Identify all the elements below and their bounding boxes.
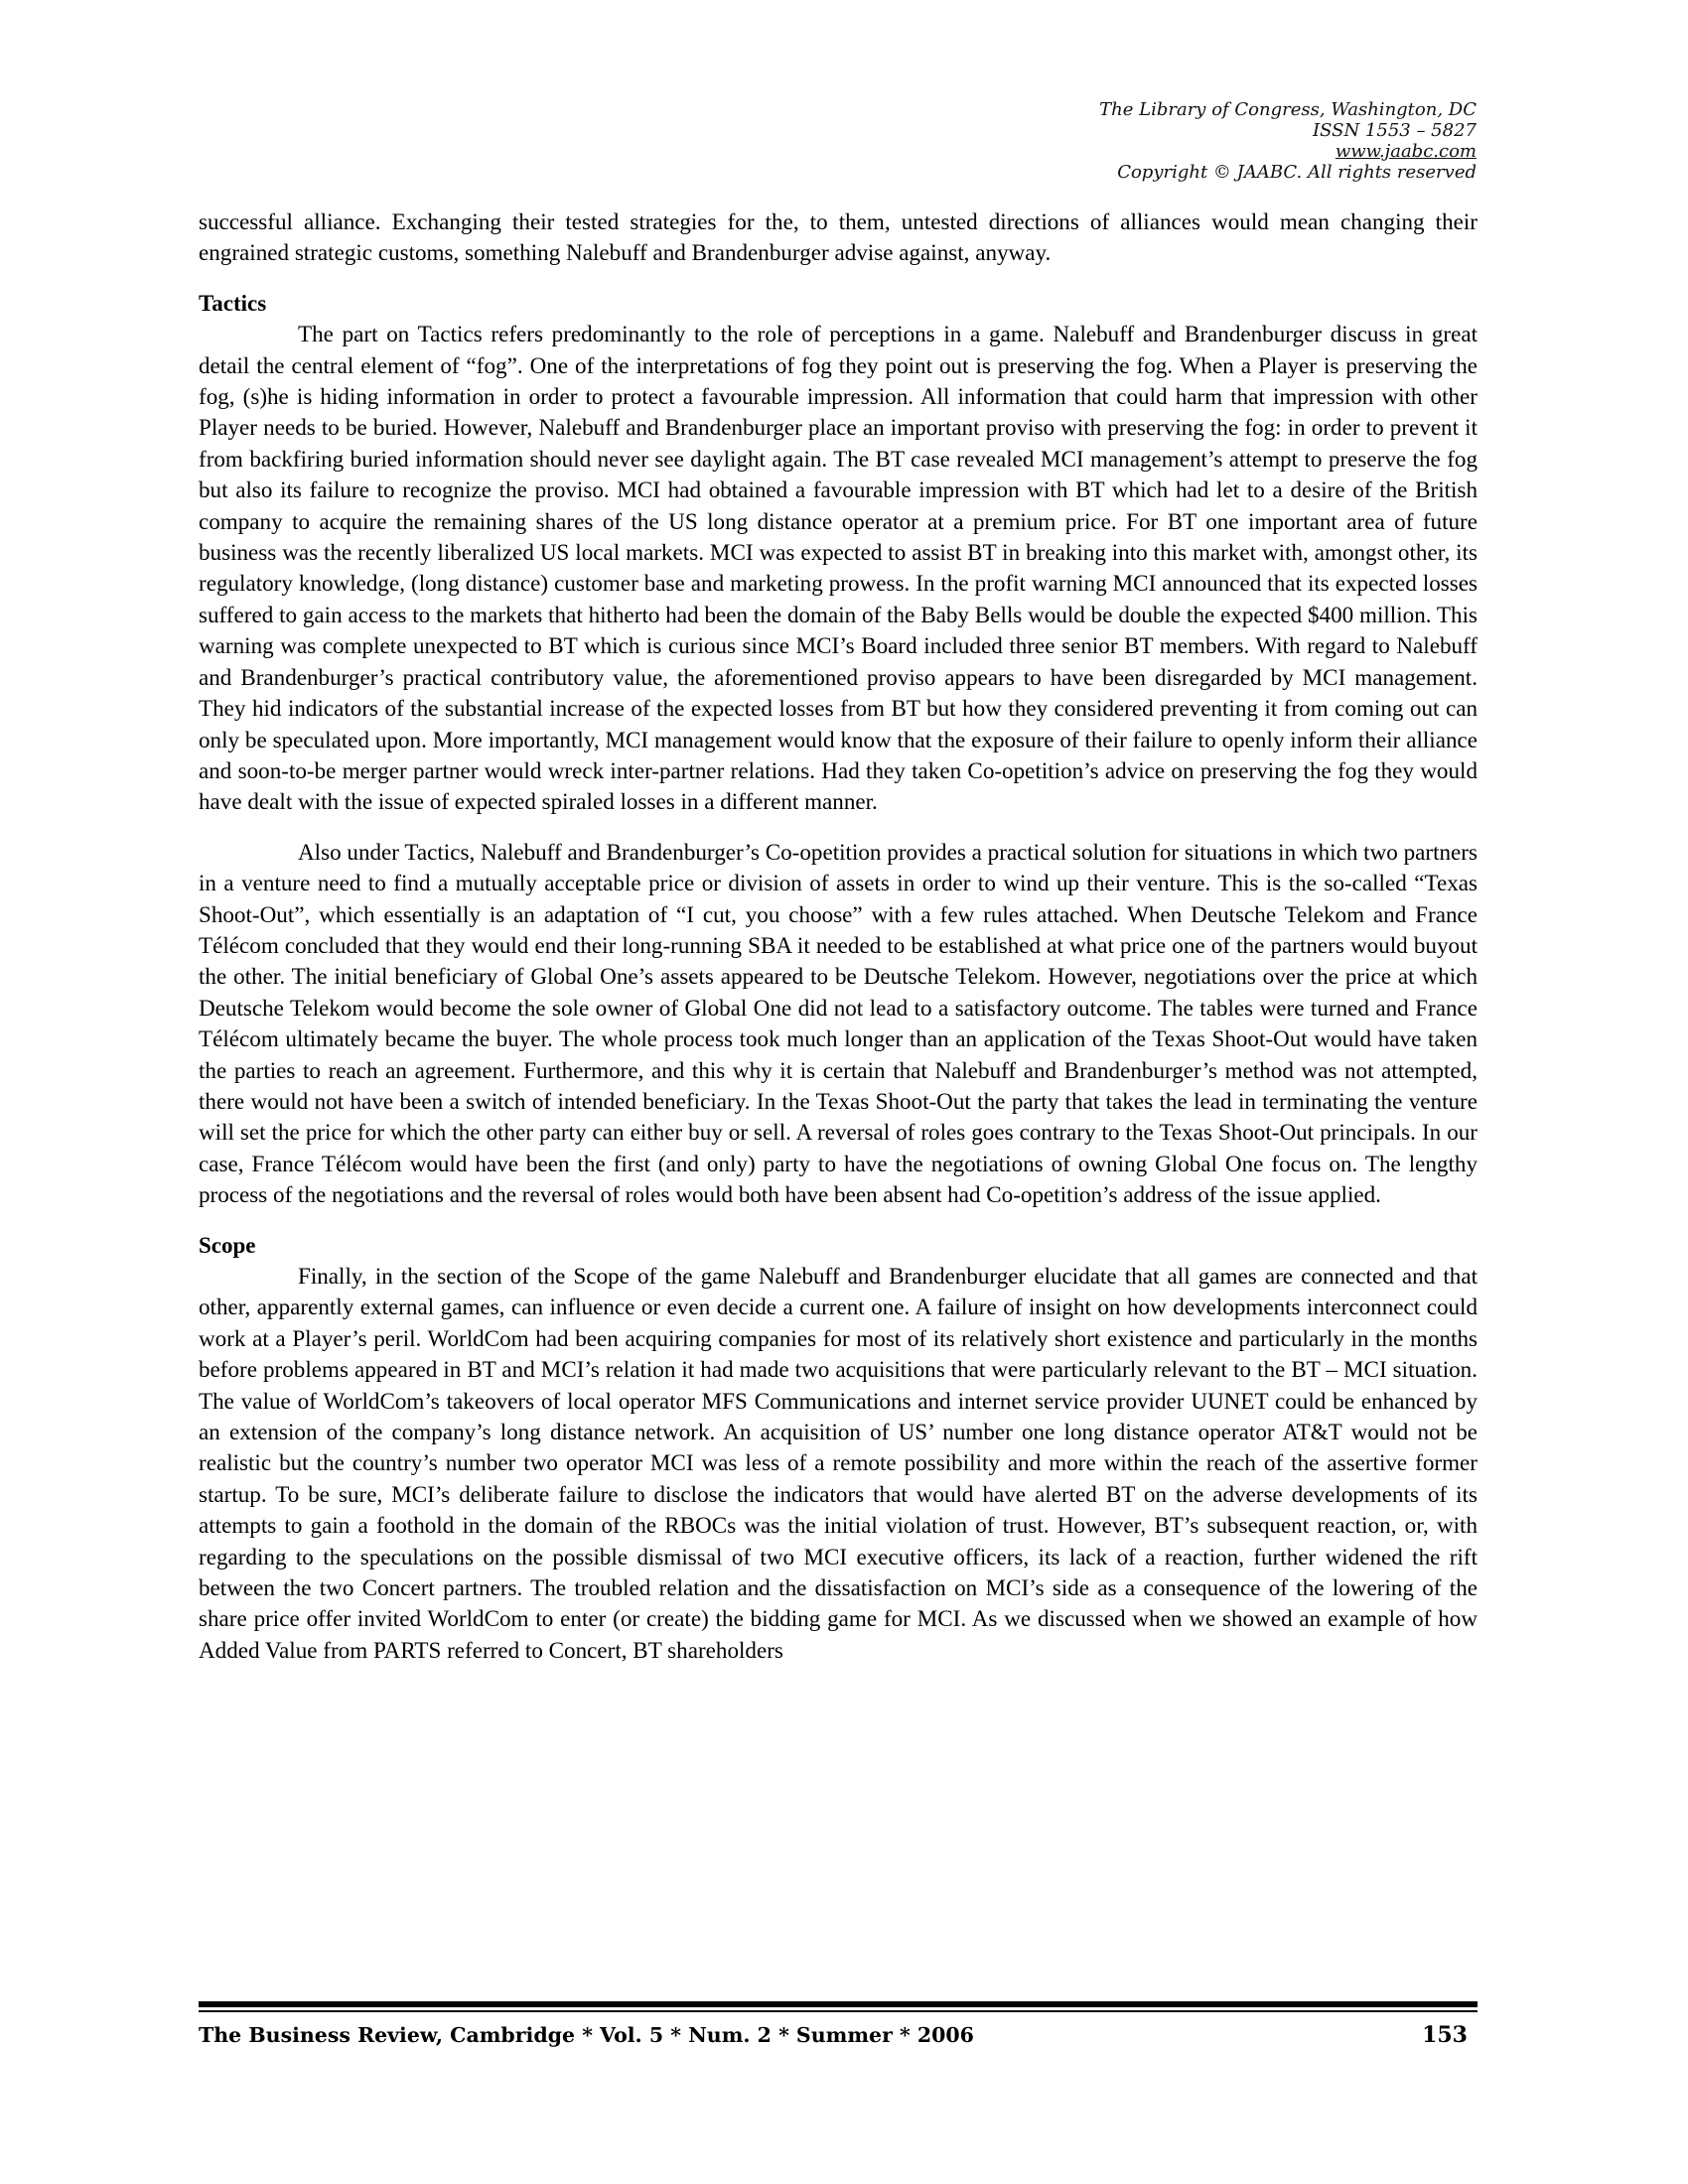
section-heading-tactics: Tactics xyxy=(199,290,267,316)
header-library: The Library of Congress, Washington, DC xyxy=(1099,99,1477,120)
journal-citation: The Business Review, Cambridge * Vol. 5 * Num. 2 * Summer * 2006 xyxy=(199,2023,974,2047)
paragraph-continuation: successful alliance. Exchanging their tested strategies for the, to them, untested directions of alliances would mean changing their engrained strategic customs, something Nalebuff and Brandenburger advise against, anyway. xyxy=(199,208,1477,266)
footer-rule-thin xyxy=(199,2010,1477,2012)
footer-rule-thick xyxy=(199,2001,1477,2007)
header-issn: ISSN 1553 – 5827 xyxy=(1313,120,1477,141)
page-header xyxy=(781,99,1477,183)
section-heading-scope: Scope xyxy=(199,1232,256,1258)
page-footer xyxy=(199,2021,1477,2049)
paragraph-scope: Finally, in the section of the Scope of the game Nalebuff and Brandenburger elucidate that all games are connected and that other, apparently external games, can influence or even decide a current one. A failure of insight on how developments interconnect could work at a Player’s peril. WorldCom had been acquiring companies for most of its relatively short existence and particularly in the months before problems appeared in BT and MCI’s relation it had made two acquisitions that were particularly relevant to the BT – MCI situation. The value of WorldCom’s takeovers of local operator MFS Communications and internet service provider UUNET could be enhanced by an extension of the company’s long distance network. An acquisition of US’ number one long distance operator AT&T would not be realistic but the country’s number two operator MCI was less of a remote possibility and more within the reach of the assertive former startup. To be sure, MCI’s deliberate failure to disclose the indicators that would have alerted BT on the adverse developments of its attempts to gain a foothold in the domain of the RBOCs was the initial violation of trust. However, BT’s subsequent reaction, or, with regarding to the speculations on the possible dismissal of two MCI executive officers, its lack of a reaction, further widened the rift between the two Concert partners. The troubled relation and the dissatisfaction on MCI’s side as a consequence of the lowering of the share price offer invited WorldCom to enter (or create) the bidding game for MCI. As we discussed when we showed an example of how Added Value from PARTS referred to Concert, BT shareholders xyxy=(199,1263,1477,1663)
header-copyright: Copyright © JAABC. All rights reserved xyxy=(1117,162,1477,183)
header-website-link[interactable]: www.jaabc.com xyxy=(1335,141,1477,162)
paragraph-texas-shootout: Also under Tactics, Nalebuff and Brandenburger’s Co-opetition provides a practical solution for situations in which two partners in a venture need to find a mutually acceptable price or division of assets in order to wind up their venture. This is the so-called “Texas Shoot-Out”, which essentially is an adaptation of “I cut, you choose” with a few rules attached. When Deutsche Telekom and France Télécom concluded that they would end their long-running SBA it needed to be established at what price one of the partners would buyout the other. The initial beneficiary of Global One’s assets appeared to be Deutsche Telekom. However, negotiations over the price at which Deutsche Telekom would become the sole owner of Global One did not lead to a satisfactory outcome. The tables were turned and France Télécom ultimately became the buyer. The whole process took much longer than an application of the Texas Shoot-Out would have taken the parties to reach an agreement. Furthermore, and this why it is certain that Nalebuff and Brandenburger’s method was not attempted, there would not have been a switch of intended beneficiary. In the Texas Shoot-Out the party that takes the lead in terminating the venture will set the price for which the other party can either buy or sell. A reversal of roles goes contrary to the Texas Shoot-Out principals. In our case, France Télécom would have been the first (and only) party to have the negotiations of owning Global One focus on. The lengthy process of the negotiations and the reversal of roles would both have been absent had Co-opetition’s address of the issue applied. xyxy=(199,838,1477,1208)
page-number: 153 xyxy=(1422,2022,1468,2048)
article-body xyxy=(199,206,1477,1666)
paragraph-tactics-fog: The part on Tactics refers predominantly to the role of perceptions in a game. Nalebuff and Brandenburger discuss in great detail the central element of “fog”. One of the interpretations of fog they point out is preserving the fog. When a Player is preserving the fog, (s)he is hiding information in order to protect a favourable impression. All information that could harm that impression with other Player needs to be buried. However, Nalebuff and Brandenburger place an important proviso with preserving the fog: in order to prevent it from backfiring buried information should never see daylight again. The BT case revealed MCI management’s attempt to preserve the fog but also its failure to recognize the proviso. MCI had obtained a favourable impression with BT which had let to a desire of the British company to acquire the remaining shares of the US long distance operator at a premium price. For BT one important area of future business was the recently liberalized US local markets. MCI was expected to assist BT in breaking into this market with, amongst other, its regulatory knowledge, (long distance) customer base and marketing prowess. In the profit warning MCI announced that its expected losses suffered to gain access to the markets that hitherto had been the domain of the Baby Bells would be double the expected $400 million. This warning was complete unexpected to BT which is curious since MCI’s Board included three senior BT members. With regard to Nalebuff and Brandenburger’s practical contributory value, the aforementioned proviso appears to have been disregarded by MCI management. They hid indicators of the substantial increase of the expected losses from BT but how they considered preventing it from coming out can only be speculated upon. More importantly, MCI management would know that the exposure of their failure to openly inform their alliance and soon-to-be merger partner would wreck inter-partner relations. Had they taken Co-opetition’s advice on preserving the fog they would have dealt with the issue of expected spiraled losses in a different manner. xyxy=(199,321,1477,815)
